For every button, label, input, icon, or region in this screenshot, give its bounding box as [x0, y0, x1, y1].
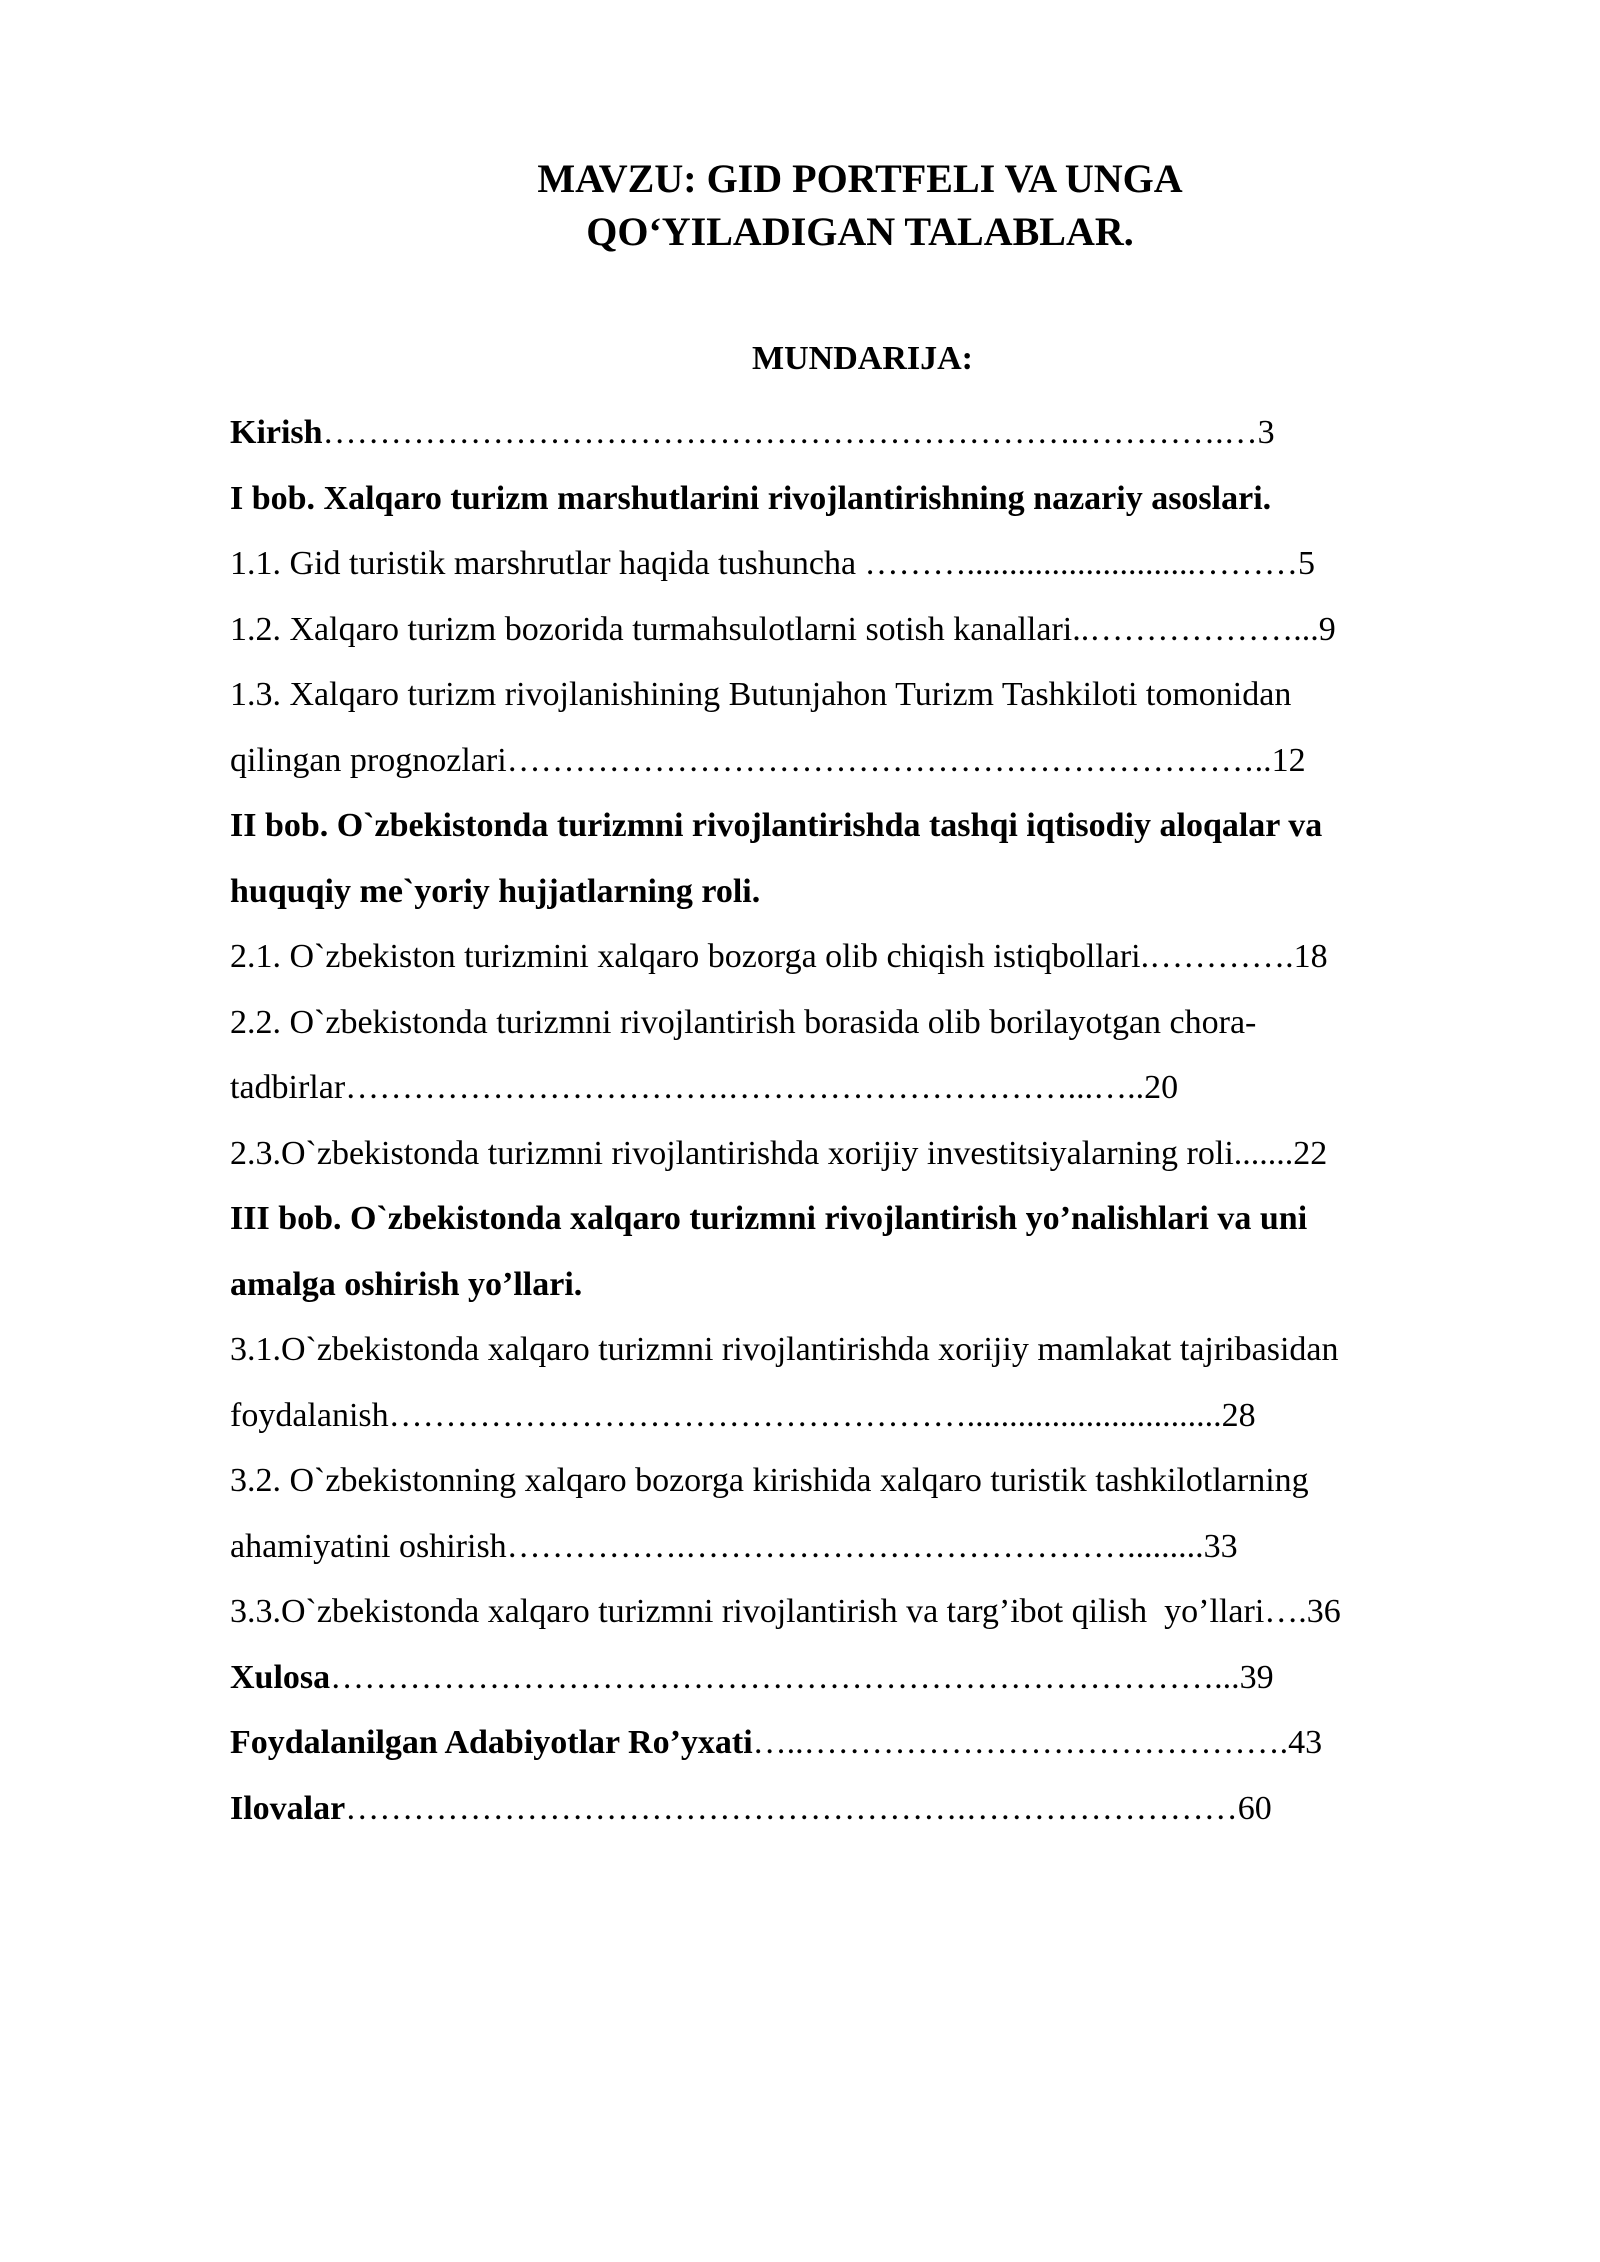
toc-line-2-2: [230, 990, 1470, 1056]
toc-text: ahamiyatini oshirish…………….………………………………….........33: [230, 1527, 1238, 1565]
toc-line-2-3: [230, 1121, 1470, 1187]
toc-line-3-2: [230, 1448, 1470, 1514]
toc-text: 3.1.O`zbekistonda xalqaro turizmni rivojlantirishda xorijiy mamlakat tajribasidan: [230, 1331, 1339, 1368]
toc-line-xulosa: [230, 1645, 1470, 1711]
toc-bold-text: I bob. Xalqaro turizm marshutlarini rivojlantirishning nazariy asoslari.: [230, 479, 1272, 517]
toc-line-chapter-3: [230, 1186, 1470, 1252]
title-line-2: QO‘YILADIGAN TALABLAR.: [586, 209, 1134, 254]
toc-bold-text: Ilovalar: [230, 1789, 346, 1827]
toc-text: tadbirlar…………………………….…………………………...…..20: [230, 1069, 1179, 1106]
toc-text: ……………………………………………….……………………60: [345, 1789, 1272, 1827]
toc-text: 1.1. Gid turistik marshrutlar haqida tushuncha ………...........................………5: [230, 545, 1316, 582]
toc-bold-text: Foydalanilgan Adabiyotlar Ro’yxati: [230, 1724, 753, 1761]
toc-text: 2.3.O`zbekistonda turizmni rivojlantirishda xorijiy investitsiyalarning roli.......22: [230, 1134, 1328, 1172]
table-of-contents: [230, 400, 1470, 1841]
toc-line-1-2: [230, 597, 1470, 663]
toc-text: 1.3. Xalqaro turizm rivojlanishining Butunjahon Turizm Tashkiloti tomonidan: [230, 676, 1292, 713]
toc-bold-text: Xulosa: [230, 1658, 331, 1696]
toc-text: …..…………………………………….43: [752, 1724, 1323, 1761]
toc-text: ……………………………………………………………………...39: [330, 1658, 1274, 1696]
toc-line-chapter-2-cont: [230, 859, 1470, 925]
toc-line-ilovalar: [230, 1776, 1470, 1842]
toc-text: ………………………………………………………….………….…3: [322, 414, 1275, 451]
toc-line-3-1-cont: [230, 1383, 1470, 1449]
toc-bold-text: II bob. O`zbekistonda turizmni rivojlantirishda tashqi iqtisodiy aloqalar va: [230, 807, 1323, 844]
title-line-1: MAVZU: GID PORTFELI VA UNGA: [537, 156, 1183, 201]
toc-bold-text: III bob. O`zbekistonda xalqaro turizmni rivojlantirish yo’nalishlari va uni: [230, 1200, 1308, 1237]
toc-line-chapter-1: [230, 466, 1470, 532]
toc-line-3-1: [230, 1317, 1470, 1383]
toc-text: 2.1. O`zbekiston turizmini xalqaro bozorga olib chiqish istiqbollari.………….18: [230, 938, 1328, 975]
toc-text: 3.2. O`zbekistonning xalqaro bozorga kirishida xalqaro turistik tashkilotlarning: [230, 1462, 1309, 1499]
toc-line-2-1: [230, 924, 1470, 990]
toc-line-3-3: [230, 1579, 1470, 1645]
toc-bold-text: huquqiy me`yoriy hujjatlarning roli.: [230, 872, 761, 910]
toc-text: 1.2. Xalqaro turizm bozorida turmahsulotlarni sotish kanallari..………………...9: [230, 610, 1336, 648]
toc-line-chapter-3-cont: [230, 1252, 1470, 1318]
toc-text: foydalanish……………………………………………..............................28: [230, 1396, 1256, 1434]
toc-heading: MUNDARIJA:: [752, 340, 973, 377]
toc-line-adabiyotlar: [230, 1710, 1470, 1776]
toc-line-1-1: [230, 531, 1470, 597]
toc-text: 2.2. O`zbekistonda turizmni rivojlantirish borasida olib borilayotgan chora-: [230, 1003, 1257, 1041]
toc-line-1-3-cont: [230, 728, 1470, 794]
toc-line-2-2-cont: [230, 1055, 1470, 1121]
toc-line-1-3: [230, 662, 1470, 728]
toc-text: 3.3.O`zbekistonda xalqaro turizmni rivojlantirish va targ’ibot qilish yo’llari….36: [230, 1593, 1341, 1630]
document-title: [0, 152, 1600, 258]
toc-bold-text: amalga oshirish yo’llari.: [230, 1265, 583, 1303]
toc-line-chapter-2: [230, 793, 1470, 859]
toc-text: qilingan prognozlari…………………………………………………………..12: [230, 741, 1306, 779]
toc-line-kirish: [230, 400, 1470, 466]
toc-line-3-2-cont: [230, 1514, 1470, 1580]
toc-bold-text: Kirish: [230, 414, 323, 451]
